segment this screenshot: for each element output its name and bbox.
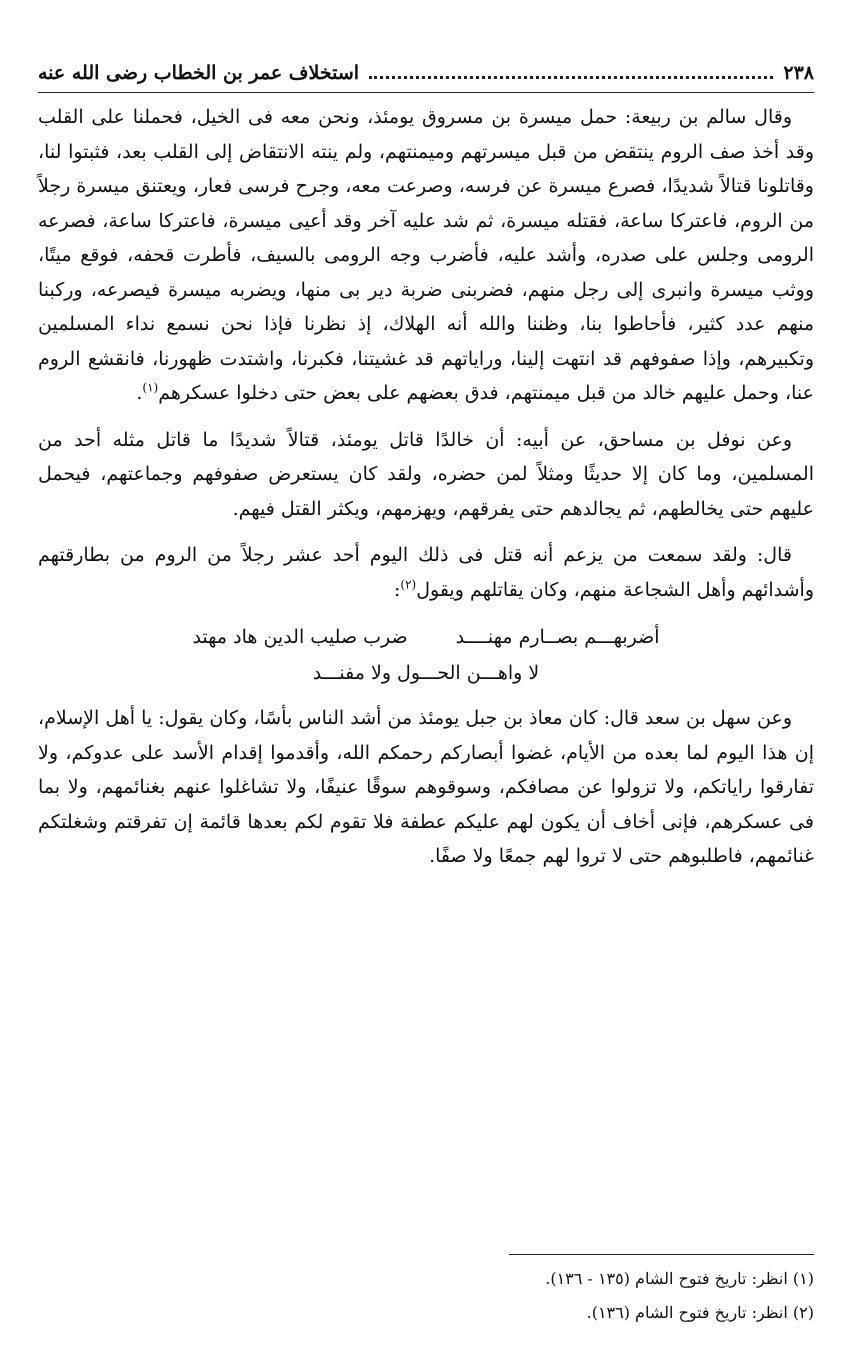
paragraph-2 — [38, 423, 814, 527]
paragraph-tail: : — [393, 578, 401, 601]
paragraph-3 — [38, 538, 814, 607]
paragraph-text: وعن نوفل بن مساحق، عن أبيه: أن خالدًا قاتل يومئذ، قتالاً شديدًا ما قاتل مثله أحد من المسلمين، وما كان إلا حديثًا ومثلاً لمن حضره، ولقد كان يستعرض صفوفهم وجماعتهم، فيحمل عليهم حتى يخالطهم، ثم يجالدهم حتى يفرقهم، ويهزمهم، ويكثر القتل فيهم. — [38, 428, 814, 520]
paragraph-1 — [38, 100, 814, 411]
footnote-ref-1: (١) — [142, 380, 159, 395]
paragraph-text: وعن سهل بن سعد قال: كان معاذ بن جبل يومئذ من أشد الناس بأسًا، وكان يقول: يا أهل الإسلام، إن هذا اليوم لما بعده من الأيام، غضوا أبصاركم رحمكم الله، وأقدموا إقدام الأسد على عدوكم، ولا تفارقوا راياتكم، ولا تزولوا عن مصافكم، وسوقوهم سوقًا عنيفًا، ولا تشاغلوا عنهم بغنائمهم، ولا بما فى عسكرهم، فإنى أخاف أن يكون لهم عليكم عطفة فلا تقوم لكم بعدها قائمة إن تفرقتم وشغلتكم غنائمهم، فاطلبوهم حتى لا تروا لهم جمعًا ولا صفًا. — [38, 707, 814, 867]
footnotes — [38, 1262, 814, 1330]
paragraph-text: وقال سالم بن ربيعة: حمل ميسرة بن مسروق يومئذ، ونحن معه فى الخيل، فحملنا على القلب وقد أخذ صف الروم ينتقض من قبل ميسرتهم وميمنتهم، ولم ينته الانتقاض إلى القلب بعد، فثبتوا لنا، وقاتلونا قتالاً شديدًا، فصرع ميسرة عن فرسه، وصرعت معه، وجرح فرسى فعار، ويعتنق ميسرة رجلاً من الروم، فاعتركا ساعة، فقتله ميسرة، ثم شد عليه آخر وقد أعيى ميسرة، فاعتركا ساعة، فصرعه الرومى وجلس على صدره، وأشد عليه، فأضرب وجه الرومى بالسيف، فأطرت قحفه، فوقع ميتًا، ووثب ميسرة وانبرى إلى رجل منهم، فضربنى ضربة دير بى منها، ويضربه ميسرة فيصرعه، وركبنا منهم عدد كثير، فأحاطوا بنا، وظننا والله أنه الهلاك، إذ نظرنا فإذا نحن نسمع نداء المسلمين وتكبيرهم، وإذا صفوفهم قد انتهت إلينا، وراياتهم قد غشيتنا، فكبرنا، واشتدت ظهورنا، فانقشع الروم عنا، وحمل عليهم خالد من قبل ميمنتهم، فدق بعضهم على بعض حتى دخلوا عسكرهم — [38, 106, 815, 404]
running-title: استخلاف عمر بن الخطاب رضى الله عنه — [38, 62, 360, 84]
poem-verse — [38, 619, 814, 691]
poem-hemistich-2: ضرب صليب الدين هاد مهتد — [192, 626, 408, 648]
poem-hemistich-1: أضربهـــم بصــارم مهنــــد — [455, 626, 660, 648]
poem-line-2: لا واهـــن الحـــول ولا مفنـــد — [312, 662, 540, 684]
footnote-1: (١) انظر: تاريخ فتوح الشام (١٣٥ - ١٣٦). — [545, 1269, 814, 1288]
paragraph-tail: . — [136, 382, 143, 404]
footnote-ref-2: (٢) — [400, 577, 417, 592]
header-dot-leader — [369, 76, 773, 79]
main-text — [38, 100, 814, 886]
running-header — [38, 56, 814, 90]
paragraph-4 — [38, 701, 814, 874]
book-page — [38, 0, 814, 1367]
paragraph-text: قال: ولقد سمعت من يزعم أنه قتل فى ذلك اليوم أحد عشر رجلاً من الروم من بطارقتهم وأشدائهم وأهل الشجاعة منهم، وكان يقاتلهم ويقول — [38, 544, 814, 601]
poem-line-1 — [38, 619, 814, 655]
header-rule — [38, 92, 814, 93]
footnote-2: (٢) انظر: تاريخ فتوح الشام (١٣٦). — [586, 1303, 814, 1322]
page-number: ٢٣٨ — [783, 62, 814, 84]
footnote-separator — [509, 1254, 814, 1255]
